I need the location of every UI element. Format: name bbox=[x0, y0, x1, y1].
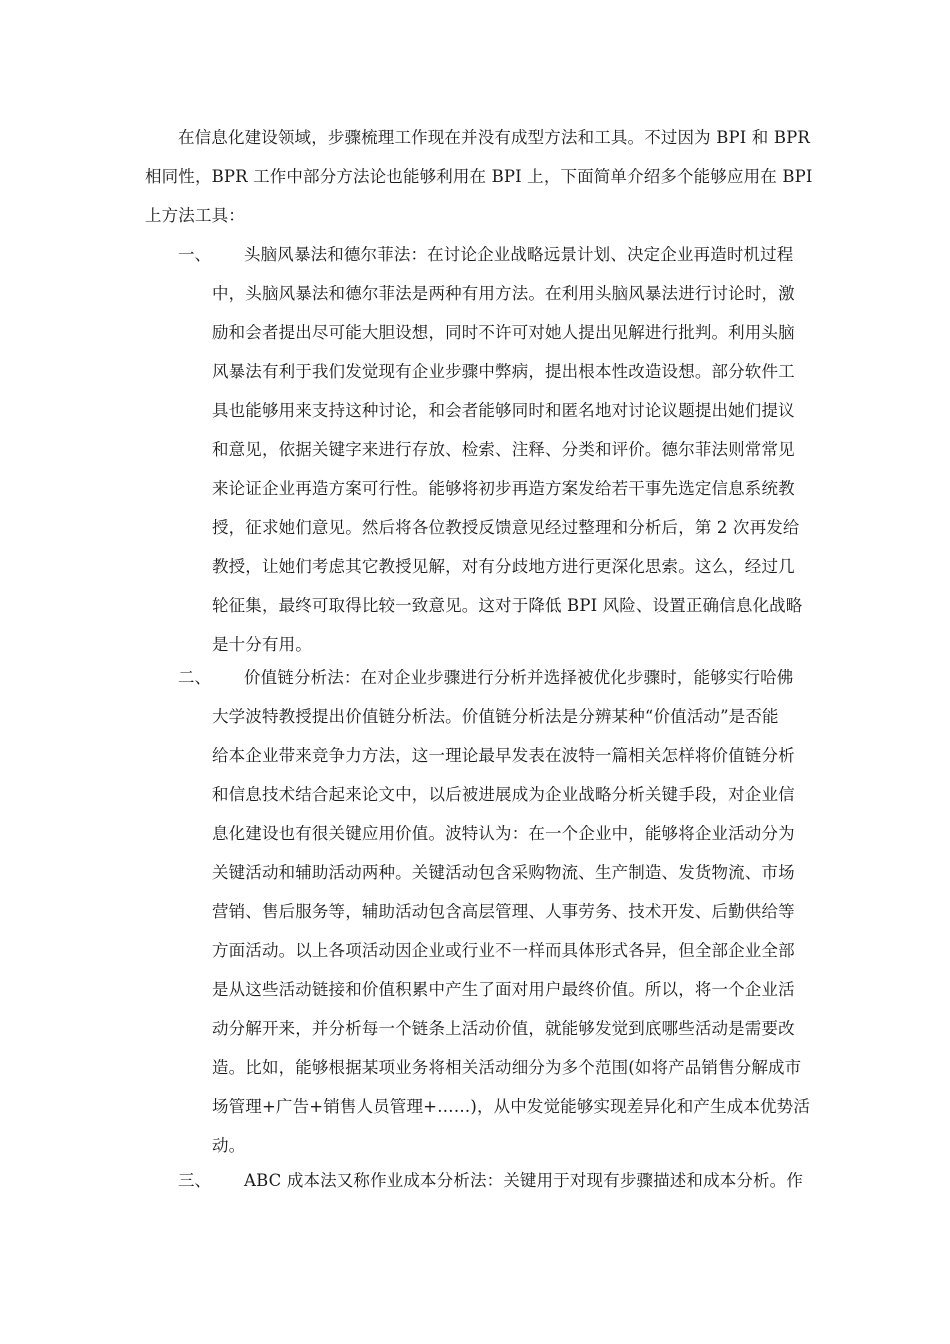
list-item-line: 是十分有用。 bbox=[212, 635, 312, 654]
list-item-line: 和信息技术结合起来论文中，以后被进展成为企业战略分析关键手段，对企业信 bbox=[212, 785, 795, 804]
list-item-line: 动分解开来，并分析每一个链条上活动价值，就能够发觉到底哪些活动是需要改 bbox=[212, 1019, 795, 1038]
list-numeral: 一、 bbox=[178, 245, 211, 264]
list-numeral: 三、 bbox=[178, 1171, 211, 1190]
list-numeral: 二、 bbox=[178, 668, 211, 687]
list-item-line: 具也能够用来支持这种讨论，和会者能够同时和匿名地对讨论议题提出她们提议 bbox=[212, 401, 795, 420]
list-item-line: 营销、售后服务等，辅助活动包含高层管理、人事劳务、技术开发、后勤供给等 bbox=[212, 902, 795, 921]
list-item-line: 场管理+广告+销售人员管理+……)，从中发觉能够实现差异化和产生成本优势活 bbox=[212, 1097, 810, 1116]
list-item-line: 给本企业带来竞争力方法，这一理论最早发表在波特一篇相关怎样将价值链分析 bbox=[212, 746, 795, 765]
list-item-line: 关键活动和辅助活动两种。关键活动包含采购物流、生产制造、发货物流、市场 bbox=[212, 863, 795, 882]
list-item-line: 励和会者提出尽可能大胆设想，同时不许可对她人提出见解进行批判。利用头脑 bbox=[212, 323, 795, 342]
list-item-line: 头脑风暴法和德尔菲法：在讨论企业战略远景计划、决定企业再造时机过程 bbox=[244, 245, 794, 264]
list-item-line: 息化建设也有很关键应用价值。波特认为：在一个企业中，能够将企业活动分为 bbox=[212, 824, 795, 843]
list-item-line: 方面活动。以上各项活动因企业或行业不一样而具体形式各异，但全部企业全部 bbox=[212, 941, 795, 960]
intro-line: 在信息化建设领域，步骤梳理工作现在并没有成型方法和工具。不过因为 BPI 和 BPR bbox=[178, 128, 810, 147]
list-item-line: 风暴法有利于我们发觉现有企业步骤中弊病，提出根本性改造设想。部分软件工 bbox=[212, 362, 795, 381]
intro-line: 上方法工具： bbox=[145, 206, 245, 225]
list-item-line: 是从这些活动链接和价值积累中产生了面对用户最终价值。所以，将一个企业活 bbox=[212, 980, 795, 999]
list-item-line: 来论证企业再造方案可行性。能够将初步再造方案发给若干事先选定信息系统教 bbox=[212, 479, 795, 498]
list-item-line: 和意见，依据关键字来进行存放、检索、注释、分类和评价。德尔菲法则常常见 bbox=[212, 440, 795, 459]
list-item-line: 中，头脑风暴法和德尔菲法是两种有用方法。在利用头脑风暴法进行讨论时，激 bbox=[212, 284, 795, 303]
list-item-line: 教授，让她们考虑其它教授见解，对有分歧地方进行更深化思索。这么，经过几 bbox=[212, 557, 795, 576]
list-item-line: 动。 bbox=[212, 1136, 246, 1155]
list-item-line: 价值链分析法：在对企业步骤进行分析并选择被优化步骤时，能够实行哈佛 bbox=[244, 668, 794, 687]
list-item-line: 轮征集，最终可取得比较一致意见。这对于降低 BPI 风险、设置正确信息化战略 bbox=[212, 596, 803, 615]
list-item-line: 造。比如，能够根据某项业务将相关活动细分为多个范围(如将产品销售分解成市 bbox=[212, 1058, 802, 1077]
list-item-line: 授，征求她们意见。然后将各位教授反馈意见经过整理和分析后，第 2 次再发给 bbox=[212, 518, 800, 537]
list-item-line: ABC 成本法又称作业成本分析法：关键用于对现有步骤描述和成本分析。作 bbox=[244, 1171, 803, 1190]
list-item-line: 大学波特教授提出价值链分析法。价值链分析法是分辨某种“价值活动”是否能 bbox=[212, 707, 779, 726]
intro-line: 相同性，BPR 工作中部分方法论也能够利用在 BPI 上，下面简单介绍多个能够应用在 BPI bbox=[145, 167, 813, 186]
